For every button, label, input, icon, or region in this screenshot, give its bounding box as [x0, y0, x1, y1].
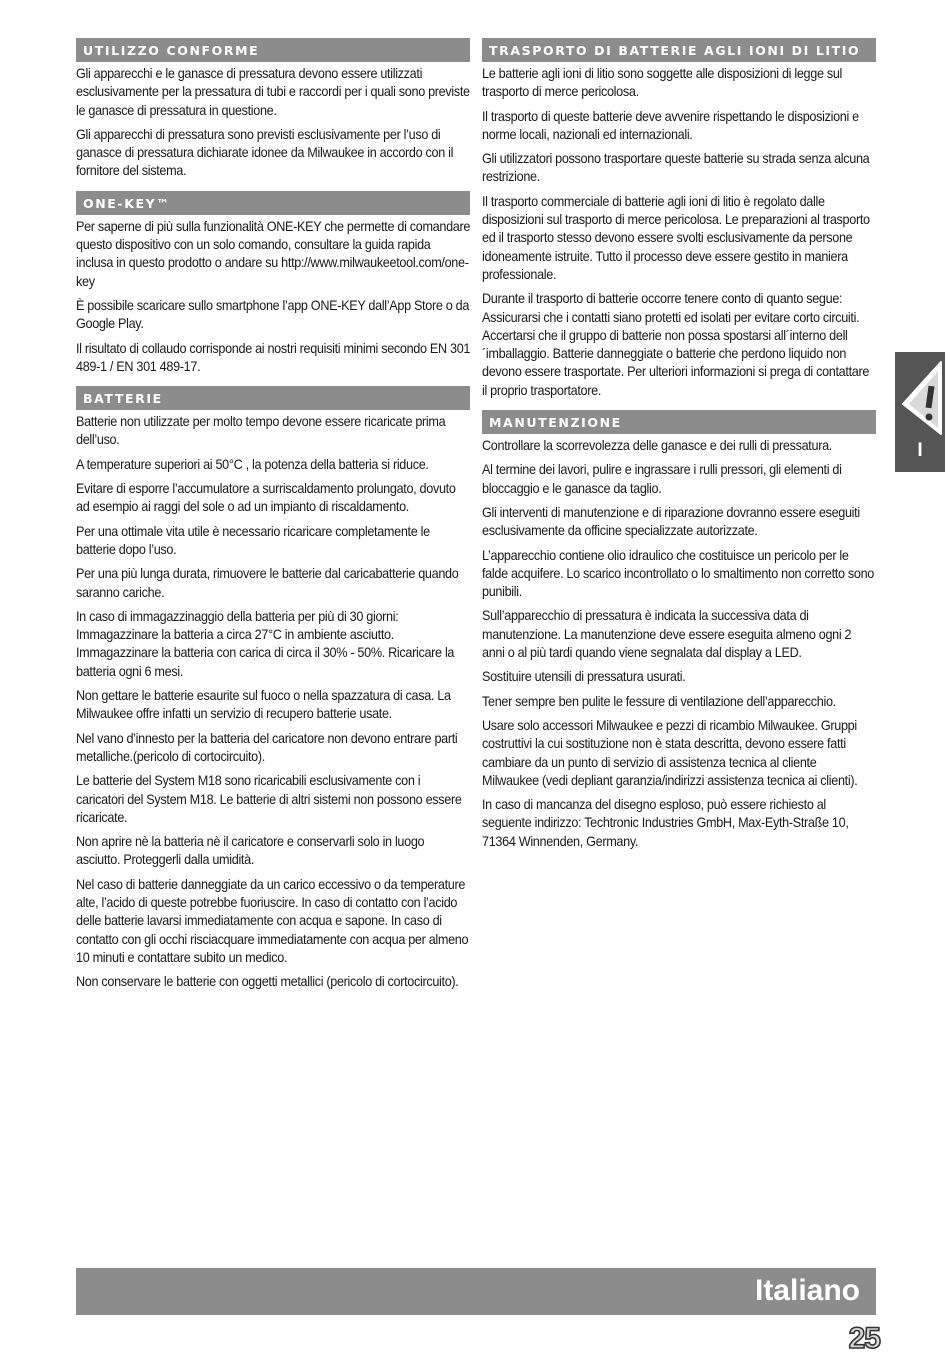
paragraph: Usare solo accessori Milwaukee e pezzi di ricambio Milwaukee. Gruppi costruttivi la cui sostituzione non è stata descritta, devono essere fatti cambiare da un punto di servizio di assistenza tecnica al cliente Milwaukee (vedi depliant garanzia/indirizzi assistenza tecnica ai clienti). — [482, 717, 858, 788]
paragraph: Sostituire utensili di pressatura usurati. — [482, 669, 686, 685]
paragraph: In caso di immagazzinaggio della batteria per più di 30 giorni: Immagazzinare la batteria a circa 27°C in ambiente asciutto. Immagazzinare la batteria con carica di circa il 30% - 50%. Ricaricare la batteria ogni 6 mesi. — [76, 608, 455, 679]
section-manutenzione — [482, 410, 876, 851]
right-column — [482, 38, 876, 861]
section-batterie — [76, 386, 470, 991]
paragraph: In caso di mancanza del disegno esploso, può essere richiesto al seguente indirizzo: Techtronic Industries GmbH, Max-Eyth-Straße 10, 71364 Winnenden, Germany. — [482, 797, 849, 849]
section-heading: UTILIZZO CONFORME — [76, 38, 470, 62]
section-trasporto-batterie — [482, 38, 876, 400]
warning-triangle-icon — [899, 358, 945, 438]
paragraph: Le batterie del System M18 sono ricaricabili esclusivamente con i caricatori del System M18. Le batterie di altri sistemi non possono essere ricaricate. — [76, 773, 462, 825]
left-column — [76, 38, 470, 1001]
paragraph: Per una più lunga durata, rimuovere le batterie dal caricabatterie quando saranno cariche. — [76, 566, 459, 600]
paragraph: Nel caso di batterie danneggiate da un carico eccessivo o da temperature alte, l’acido di queste potrebbe fuoriuscire. In caso di contatto con l’acido delle batterie lavarsi immediatamente con acqua e sapone. In caso di contatto con gli occhi risciacquare immediatamente con acqua per almeno 10 minuti e contattare subito un medico. — [76, 876, 469, 965]
paragraph: Non conservare le batterie con oggetti metallici (pericolo di cortocircuito). — [76, 974, 459, 990]
paragraph: Le batterie agli ioni di litio sono soggette alle disposizioni di legge sul trasporto di merce pericolosa. — [482, 66, 843, 100]
paragraph: Tener sempre ben pulite le fessure di ventilazione dell’apparecchio. — [482, 693, 836, 709]
section-heading: MANUTENZIONE — [482, 410, 876, 434]
language-label: Italiano — [754, 1274, 860, 1307]
paragraph: Gli utilizzatori possono trasportare queste batterie su strada senza alcuna restrizione. — [482, 151, 870, 185]
paragraph: Per saperne di più sulla funzionalità ONE-KEY che permette di comandare questo dispositivo con un solo comando, consultare la guida rapida inclusa in questo prodotto o andare su http://www.milwaukeetool.com/one-key — [76, 218, 471, 289]
paragraph: Il trasporto di queste batterie deve avvenire rispettando le disposizioni e norme locali, nazionali ed internazionali. — [482, 108, 859, 142]
language-letter: I — [917, 440, 923, 461]
section-heading: BATTERIE — [76, 386, 470, 410]
paragraph: Per una ottimale vita utile è necessario ricaricare completamente le batterie dopo l’uso. — [76, 523, 430, 557]
paragraph: Gli interventi di manutenzione e di riparazione dovranno essere eseguiti esclusivamente da officine specializzate autorizzate. — [482, 504, 860, 539]
paragraph: Gli apparecchi e le ganasce di pressatura devono essere utilizzati esclusivamente per la pressatura di tubi e raccordi per i quali sono previste le ganasce di pressatura in questione. — [76, 66, 470, 118]
paragraph: Controllare la scorrevolezza delle ganasce e dei rulli di pressatura. — [482, 438, 832, 454]
paragraph: Batterie non utilizzate per molto tempo devone essere ricaricate prima dell’uso. — [76, 414, 446, 448]
paragraph: A temperature superiori ai 50°C , la potenza della batteria si riduce. — [76, 456, 429, 472]
section-heading: ONE-KEY™ — [76, 191, 470, 215]
paragraph: Al termine dei lavori, pulire e ingrassare i rulli pressori, gli elementi di bloccaggio e le ganasce da taglio. — [482, 462, 842, 496]
paragraph: Non gettare le batterie esaurite sul fuoco o nella spazzatura di casa. La Milwaukee offre infatti un servizio di recupero batterie usate. — [76, 688, 451, 722]
paragraph: Evitare di esporre l’accumulatore a surriscaldamento prolungato, dovuto ad esempio ai raggi del sole o ad un impianto di riscaldamento. — [76, 481, 456, 515]
paragraph: Durante il trasporto di batterie occorre tenere conto di quanto segue: Assicurarsi che i contatti siano protetti ed isolati per evitare corto circuiti. Accertarsi che il gruppo di batterie non possa spostarsi all´interno dell´imballaggio. Batterie danneggiate o batterie che perdono liquido non devono essere trasportate. Per ulteriori informazioni si prega di contattare il proprio trasportatore. — [482, 291, 870, 398]
section-one-key — [76, 191, 470, 376]
paragraph: Il risultato di collaudo corrisponde ai nostri requisiti minimi secondo EN 301 489-1 / EN 301 489-17. — [76, 340, 471, 374]
footer-language-bar — [76, 1268, 876, 1315]
page-number: 25 — [848, 1322, 880, 1355]
paragraph: Nel vano d’innesto per la batteria del caricatore non devono entrare parti metalliche.(pericolo di cortocircuito). — [76, 730, 458, 764]
paragraph: Sull’apparecchio di pressatura è indicata la successiva data di manutenzione. La manutenzione deve essere eseguita almeno ogni 2 anni o al più tardi quando viene segnalata dal display a LED. — [482, 608, 852, 661]
section-heading: TRASPORTO DI BATTERIE AGLI IONI DI LITIO — [482, 38, 876, 62]
paragraph: Gli apparecchi di pressatura sono previsti esclusivamente per l’uso di ganasce di pressatura dichiarate idonee da Milwaukee in accordo con il fornitore del sistema. — [76, 126, 454, 179]
paragraph: Non aprire nè la batteria nè il caricatore e conservarli solo in luogo asciutto. Proteggerli dalla umidità. — [76, 834, 425, 868]
language-side-tab — [895, 352, 945, 472]
section-utilizzo-conforme — [76, 38, 470, 181]
paragraph: È possibile scaricare sullo smartphone l’app ONE-KEY dall’App Store o da Google Play. — [76, 297, 470, 332]
paragraph: L’apparecchio contiene olio idraulico che costituisce un pericolo per le falde acquifere. Lo scarico incontrollato o lo smaltimento non corretto sono punibili. — [482, 547, 874, 600]
paragraph: Il trasporto commerciale di batterie agli ioni di litio è regolato dalle disposizioni sul trasporto di merce pericolosa. Le preparazioni al trasporto ed il trasporto stesso devono essere svolti esclusivamente da persone idoneamente istruite. Tutto il processo deve essere gestito in maniera professionale. — [482, 193, 870, 282]
